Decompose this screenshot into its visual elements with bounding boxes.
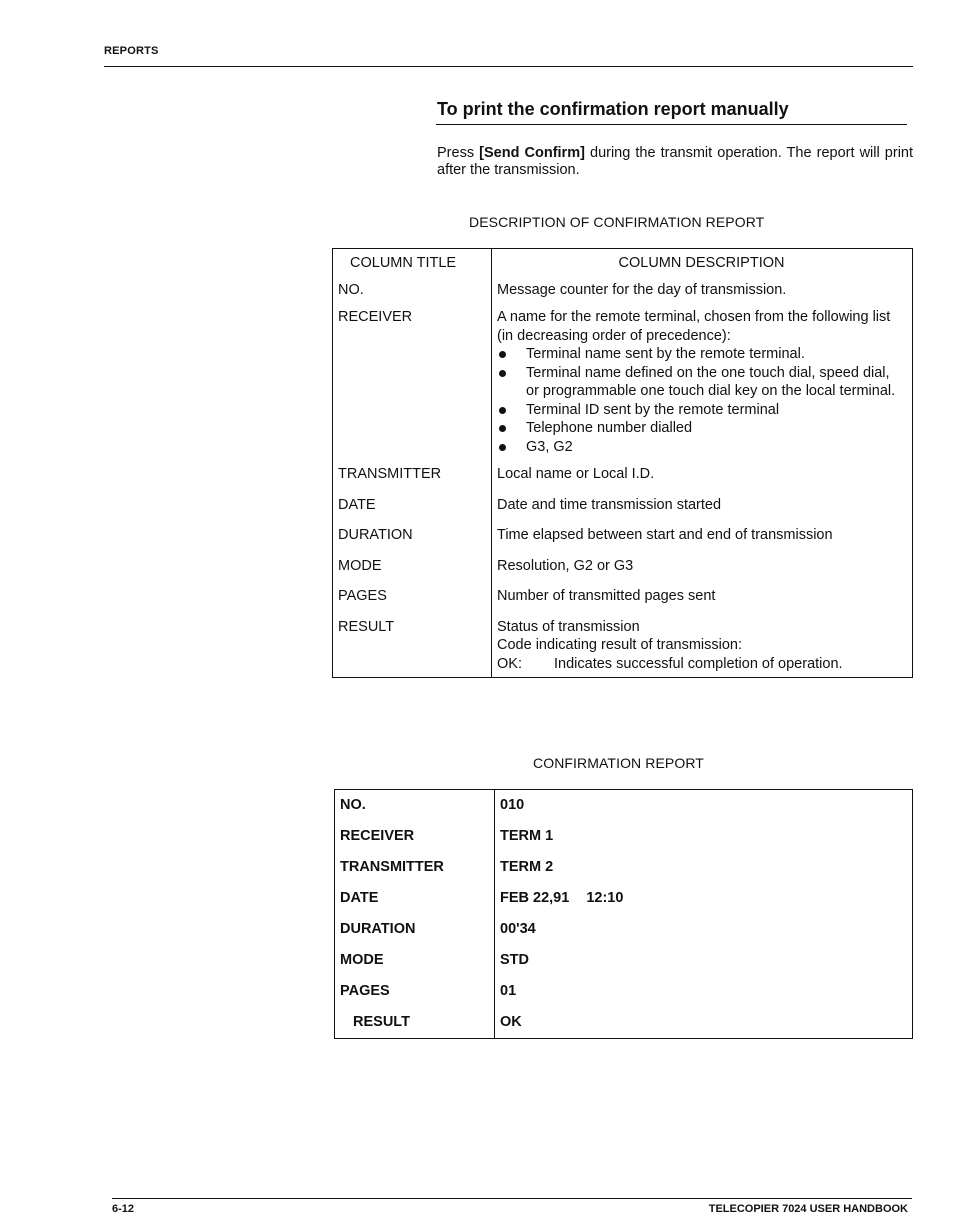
row-description: Local name or Local I.D.: [497, 466, 655, 482]
section-title: To print the confirmation report manually: [437, 99, 789, 119]
table-row: [335, 852, 913, 883]
title-rule: [436, 124, 907, 125]
description-row-pages: [333, 587, 913, 618]
list-item: Terminal ID sent by the remote terminal: [497, 401, 906, 420]
report-label: RECEIVER: [335, 821, 495, 852]
description-row-no: [333, 281, 913, 309]
result-ok-line: [497, 655, 906, 674]
report-value: TERM 2: [500, 859, 554, 875]
row-title: MODE: [333, 557, 492, 588]
row-title: DATE: [333, 496, 492, 527]
list-item: Terminal name sent by the remote terminal.: [497, 345, 906, 364]
ok-code: OK:: [497, 655, 522, 672]
report-value: STD: [500, 952, 529, 968]
row-description: Date and time transmission started: [497, 496, 722, 513]
report-value: 010: [500, 797, 525, 813]
intro-suffix: during the transmit operation. The report will print after the transmission.: [437, 145, 914, 178]
row-description: Number of transmitted pages sent: [497, 588, 716, 604]
list-item: G3, G2: [497, 438, 906, 457]
report-value: 01: [500, 983, 517, 999]
row-title: PAGES: [333, 587, 492, 618]
header-rule: [104, 66, 913, 67]
confirmation-report-table: [334, 789, 913, 1039]
column-description-header: COLUMN DESCRIPTION: [618, 255, 785, 271]
row-title: TRANSMITTER: [333, 465, 492, 496]
description-row-transmitter: [333, 465, 913, 496]
page-number: 6-12: [112, 1203, 135, 1215]
row-title: NO.: [333, 281, 492, 309]
intro-prefix: Press: [437, 145, 480, 161]
footer-rule: [112, 1198, 912, 1199]
report-label: DURATION: [335, 914, 495, 945]
row-description: Resolution, G2 or G3: [497, 557, 634, 574]
row-description: Message counter for the day of transmission.: [497, 281, 787, 298]
table-row: [335, 945, 913, 976]
description-row-date: [333, 496, 913, 527]
row-title: RECEIVER: [333, 308, 492, 465]
report-label: MODE: [335, 945, 495, 976]
table-row: [335, 883, 913, 914]
receiver-precedence-list: [497, 345, 906, 456]
description-row-duration: [333, 526, 913, 557]
description-row-result: [333, 618, 913, 678]
receiver-description-text: A name for the remote terminal, chosen from the following list (in decreasing order of precedence):: [497, 309, 891, 344]
table-row: [335, 976, 913, 1007]
report-value: 00'34: [500, 921, 536, 937]
confirmation-report-caption: CONFIRMATION REPORT: [533, 755, 704, 771]
row-title: DURATION: [333, 526, 492, 557]
table-row: [335, 1007, 913, 1039]
intro-paragraph: [437, 145, 913, 179]
description-row-receiver: [333, 308, 913, 465]
description-table: [332, 248, 913, 678]
handbook-title: TELECOPIER 7024 USER HANDBOOK: [708, 1203, 908, 1215]
report-label: TRANSMITTER: [335, 852, 495, 883]
row-description: Time elapsed between start and end of transmission: [497, 527, 833, 543]
report-label: PAGES: [335, 976, 495, 1007]
ok-meaning: Indicates successful completion of operation.: [554, 655, 843, 672]
report-value: TERM 1: [500, 828, 554, 844]
report-label: RESULT: [335, 1007, 495, 1039]
list-item: Telephone number dialled: [497, 419, 906, 438]
report-label: NO.: [335, 790, 495, 822]
list-item: Terminal name defined on the one touch dial, speed dial, or programmable one touch dial key on the local terminal.: [497, 364, 906, 401]
result-status-text: Status of transmission: [497, 618, 640, 635]
report-time: 12:10: [586, 890, 624, 906]
column-title-header: COLUMN TITLE: [333, 249, 492, 281]
description-table-caption: DESCRIPTION OF CONFIRMATION REPORT: [469, 214, 765, 230]
report-label: DATE: [335, 883, 495, 914]
row-description-result: [492, 618, 913, 678]
description-row-mode: [333, 557, 913, 588]
description-table-header: [333, 249, 913, 281]
row-description-receiver: [492, 308, 913, 465]
table-row: [335, 914, 913, 945]
result-code-text: Code indicating result of transmission:: [497, 637, 743, 653]
running-header: REPORTS: [104, 45, 159, 57]
report-value: OK: [500, 1014, 522, 1030]
row-title: RESULT: [333, 618, 492, 678]
send-confirm-key: [Send Confirm]: [479, 145, 585, 161]
report-date: FEB 22,91: [500, 890, 570, 906]
report-value-date: [495, 883, 913, 914]
table-row: [335, 821, 913, 852]
table-row: [335, 790, 913, 822]
